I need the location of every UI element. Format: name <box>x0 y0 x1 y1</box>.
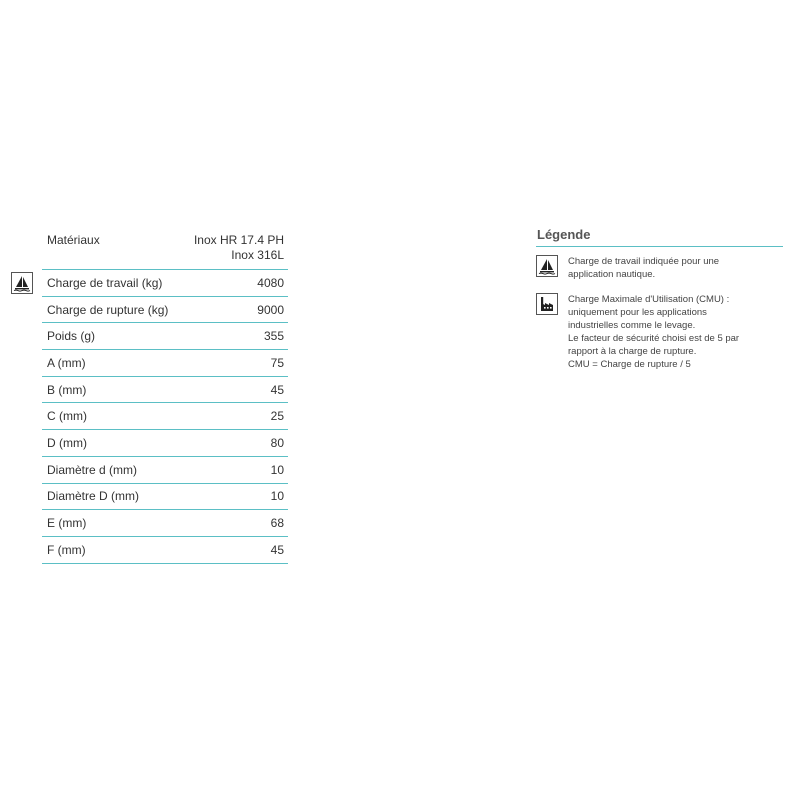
legend-line: Le facteur de sécurité choisi est de 5 par <box>568 333 740 344</box>
spec-label: Charge de rupture (kg) <box>47 302 169 317</box>
legend-line: Charge Maximale d'Utilisation (CMU) : <box>568 294 730 305</box>
spec-label: Poids (g) <box>47 329 96 344</box>
legend-line: industrielles comme le levage. <box>568 320 696 331</box>
spec-row <box>42 430 288 457</box>
spec-label: Matériaux <box>47 233 100 247</box>
legend-line: CMU = Charge de rupture / 5 <box>568 359 691 370</box>
legend-text <box>568 293 739 371</box>
spec-row-materials <box>42 227 288 270</box>
spec-row <box>42 323 288 350</box>
spec-row-working-load <box>42 270 288 297</box>
spec-value-line: Inox 316L <box>231 248 284 262</box>
spec-row <box>42 484 288 511</box>
spec-row <box>42 537 288 564</box>
factory-icon <box>536 293 558 315</box>
legend-item-nautical <box>536 255 783 281</box>
spec-label: Diamètre D (mm) <box>47 489 139 504</box>
spec-row <box>42 377 288 404</box>
spec-row <box>42 403 288 430</box>
spec-label: A (mm) <box>47 355 86 370</box>
spec-row <box>42 297 288 324</box>
spec-value: 45 <box>270 542 284 557</box>
spec-row <box>42 350 288 377</box>
spec-value-line: Inox HR 17.4 PH <box>193 233 284 247</box>
legend-text <box>568 255 719 281</box>
spec-label: D (mm) <box>47 435 87 450</box>
spec-value: 10 <box>270 489 284 504</box>
spec-value: 355 <box>263 329 284 344</box>
spec-value: 80 <box>270 435 284 450</box>
sailboat-icon <box>536 255 558 277</box>
spec-value: 75 <box>270 355 284 370</box>
sailboat-icon <box>11 272 33 294</box>
spec-label: B (mm) <box>47 382 87 397</box>
legend-line: application nautique. <box>568 269 656 280</box>
spec-value: 4080 <box>257 275 284 290</box>
spec-label: Charge de travail (kg) <box>47 275 163 290</box>
spec-label: C (mm) <box>47 409 87 424</box>
spec-row <box>42 510 288 537</box>
spec-value: 9000 <box>257 302 284 317</box>
spec-label: F (mm) <box>47 542 86 557</box>
legend <box>536 227 783 383</box>
spec-value: 68 <box>270 516 284 531</box>
spec-label: Diamètre d (mm) <box>47 462 138 477</box>
legend-line: Charge de travail indiquée pour une <box>568 256 720 267</box>
legend-line: rapport à la charge de rupture. <box>568 346 697 357</box>
spec-row <box>42 457 288 484</box>
spec-value: 45 <box>270 382 284 397</box>
spec-value: 10 <box>270 462 284 477</box>
spec-value <box>194 233 284 263</box>
legend-line: uniquement pour les applications <box>568 307 707 318</box>
legend-item-industrial <box>536 293 783 371</box>
spec-label: E (mm) <box>47 516 87 531</box>
spec-value: 25 <box>270 409 284 424</box>
spec-table <box>42 227 288 564</box>
legend-title: Légende <box>536 227 783 247</box>
